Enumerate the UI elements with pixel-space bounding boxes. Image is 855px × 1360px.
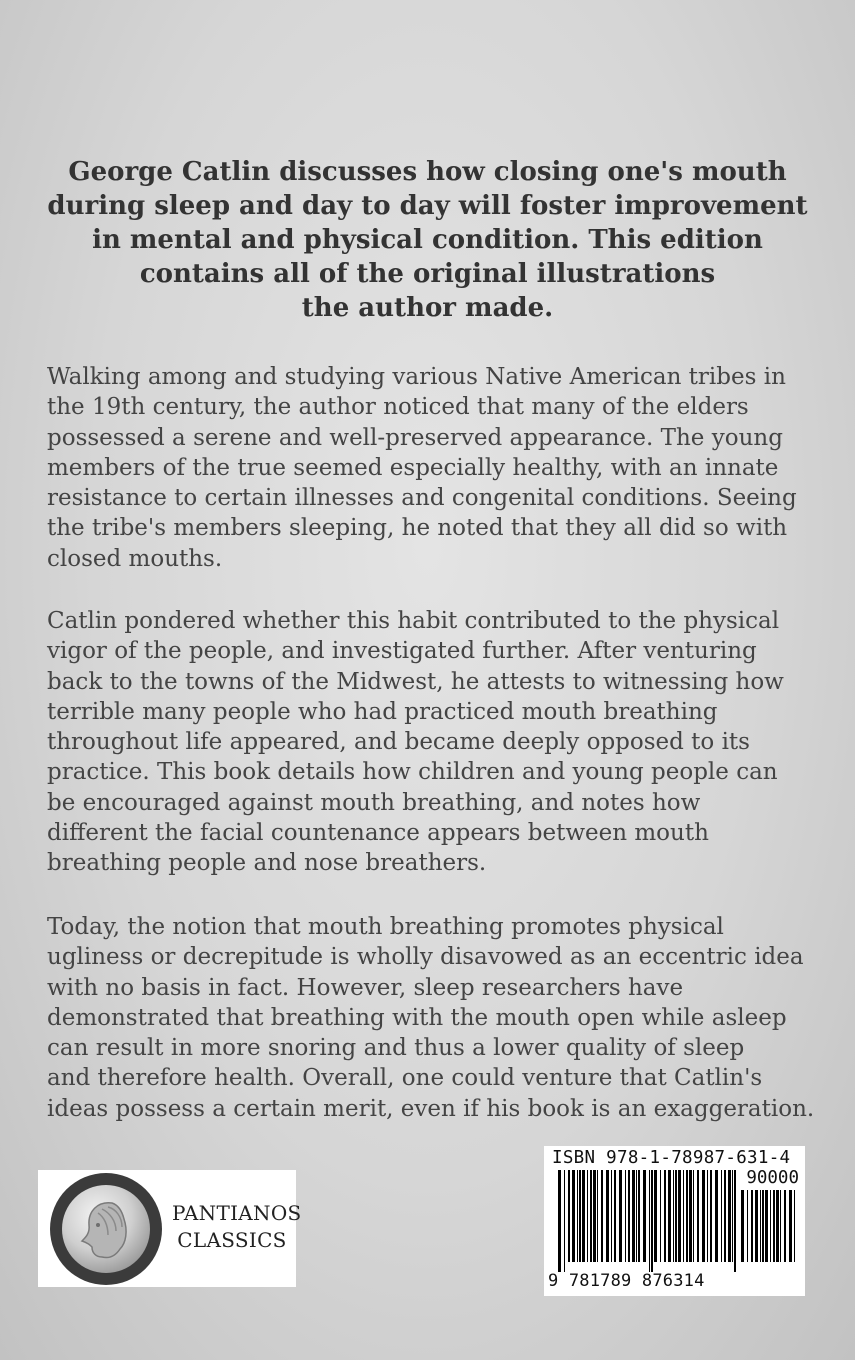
text-line: be encouraged against mouth breathing, and notes how [47,789,701,816]
text-line: can result in more snoring and thus a lower quality of sleep [47,1035,745,1062]
barcode-bar [683,1170,684,1262]
barcode-bar [693,1170,694,1262]
barcode-bar [649,1170,650,1272]
barcode-bar [601,1170,603,1262]
publisher-line-1: PANTIANOS [172,1201,302,1225]
barcode-bar [686,1170,688,1262]
barcode-bar [702,1170,705,1262]
isbn-barcode [544,1146,805,1296]
barcode-bar [673,1170,674,1262]
text-line: Today, the notion that mouth breathing promotes physical [47,914,724,940]
barcode-bar [755,1190,758,1262]
text-line: throughout life appeared, and became deeply opposed to its [47,729,750,756]
barcode-bar [732,1170,733,1262]
intro-blurb [40,155,815,325]
addon-barcode-bars [741,1190,797,1272]
barcode-bar [780,1190,781,1262]
barcode-bar [734,1170,736,1272]
intro-line: contains all of the original illustrations [139,259,716,289]
paragraph-1 [47,362,827,574]
isbn-label: ISBN 978-1-78987-631-4 [552,1148,791,1168]
barcode-bar [664,1170,666,1262]
barcode-bar [651,1170,653,1272]
barcode-bar [784,1190,786,1262]
barcode-bar [579,1170,581,1262]
barcode-bar [628,1170,630,1262]
text-line: the 19th century, the author noticed that many of the elders [47,394,749,421]
text-line: back to the towns of the Midwest, he attests to witnessing how [47,668,784,695]
text-line: resistance to certain illnesses and congenital conditions. Seeing [47,485,797,512]
intro-line: the author made. [301,293,554,323]
text-line: possessed a serene and well-preserved appearance. The young [47,424,783,451]
barcode-bar [728,1170,731,1262]
barcode-bar [794,1190,795,1262]
text-line: different the facial countenance appears between mouth [47,820,709,847]
publisher-name [172,1200,302,1254]
barcode-bar [611,1170,612,1262]
barcode-bar [707,1170,708,1262]
coin-head-icon [62,1185,150,1273]
barcode-bar [760,1190,761,1262]
barcode-bar [697,1170,699,1262]
barcode-bar [773,1190,775,1262]
barcode-bar [643,1170,646,1262]
barcode-bar [638,1170,640,1262]
barcode-bar [668,1170,671,1262]
intro-line: during sleep and day to day will foster improvement [47,191,808,221]
text-line: breathing people and nose breathers. [47,850,487,877]
text-line: with no basis in fact. However, sleep researchers have [47,974,684,1001]
barcode-bar [689,1170,692,1262]
text-line: Walking among and studying various Native American tribes in [47,364,786,390]
barcode-bar [572,1170,575,1262]
barcode-bar [568,1170,570,1262]
coin-ring [50,1173,162,1285]
barcode-digits: 9 781789 876314 [548,1271,705,1291]
barcode-bar [710,1170,712,1262]
barcode-bar [660,1170,661,1262]
text-line: demonstrated that breathing with the mouth open while asleep [47,1004,787,1031]
paragraph-2 [47,606,827,879]
barcode-bar [762,1190,764,1262]
text-line: vigor of the people, and investigated further. After venturing [47,638,757,665]
intro-line: in mental and physical condition. This edition [92,225,763,255]
barcode-bar [751,1190,753,1262]
text-line: closed mouths. [47,545,223,572]
barcode-bar [587,1170,588,1262]
barcode-bar [654,1170,657,1262]
barcode-bar [632,1170,635,1262]
publisher-line-2: CLASSICS [177,1228,287,1252]
barcode-bar [747,1190,748,1262]
text-line: the tribe's members sleeping, he noted that they all did so with [47,515,788,542]
barcode-bar [625,1170,626,1262]
barcode-bar [770,1190,771,1262]
text-line: and therefore health. Overall, one could venture that Catlin's [47,1065,763,1092]
barcode-bar [715,1170,718,1262]
barcode-bar [614,1170,616,1262]
text-line: ugliness or decrepitude is wholly disavowed as an eccentric idea [47,944,804,971]
barcode-bar [606,1170,609,1262]
barcode-bar [558,1170,561,1272]
paragraph-3 [47,912,827,1124]
barcode-bar [789,1190,792,1262]
intro-line: George Catlin discusses how closing one's mouth [68,157,787,187]
publisher-logo [38,1170,302,1287]
barcode-bar [590,1170,592,1262]
barcode-bar [582,1170,585,1262]
barcode-bar [619,1170,622,1262]
barcode-bar [724,1170,726,1262]
text-line: members of the true seemed especially healthy, with an innate [47,454,779,481]
barcode-bar [741,1190,744,1262]
barcode-bar [678,1170,681,1262]
barcode-bar [675,1170,677,1262]
barcode-bar [564,1170,565,1272]
coin-portrait [62,1185,150,1273]
barcode-bar [765,1190,768,1262]
barcode-bar [597,1170,598,1262]
barcode-bar [776,1190,779,1262]
text-line: practice. This book details how children and young people can [47,759,778,786]
barcode-bar [721,1170,722,1262]
text-line: terrible many people who had practiced mouth breathing [47,698,718,725]
barcode-bar [577,1170,578,1262]
text-line: ideas possess a certain merit, even if his book is an exaggeration. [47,1095,815,1122]
text-line: Catlin pondered whether this habit contributed to the physical [47,608,780,634]
barcode-bars [558,1170,738,1272]
barcode-bar [593,1170,596,1262]
price-code: 90000 [746,1168,799,1188]
barcode-bar [636,1170,637,1262]
